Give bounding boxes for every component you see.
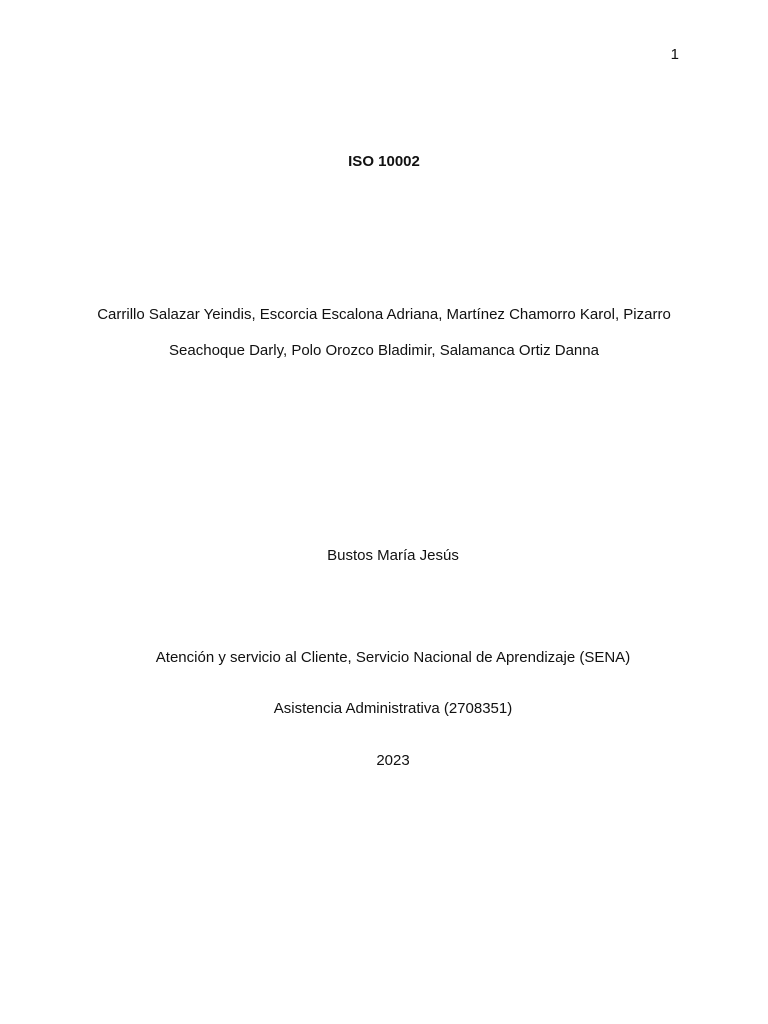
page-number: 1 [670, 46, 679, 63]
authors-line-1: Carrillo Salazar Yeindis, Escorcia Escalona Adriana, Martínez Chamorro Karol, Pizarro [97, 306, 671, 323]
program-name: Asistencia Administrativa (2708351) [273, 700, 513, 717]
year: 2023 [376, 752, 410, 769]
authors-block [0, 297, 768, 369]
course-institution: Atención y servicio al Cliente, Servicio Nacional de Aprendizaje (SENA) [155, 649, 631, 666]
document-title: ISO 10002 [348, 153, 420, 170]
authors-line-2: Seachoque Darly, Polo Orozco Bladimir, Salamanca Ortiz Danna [169, 342, 599, 359]
instructor-name: Bustos María Jesús [327, 547, 459, 564]
